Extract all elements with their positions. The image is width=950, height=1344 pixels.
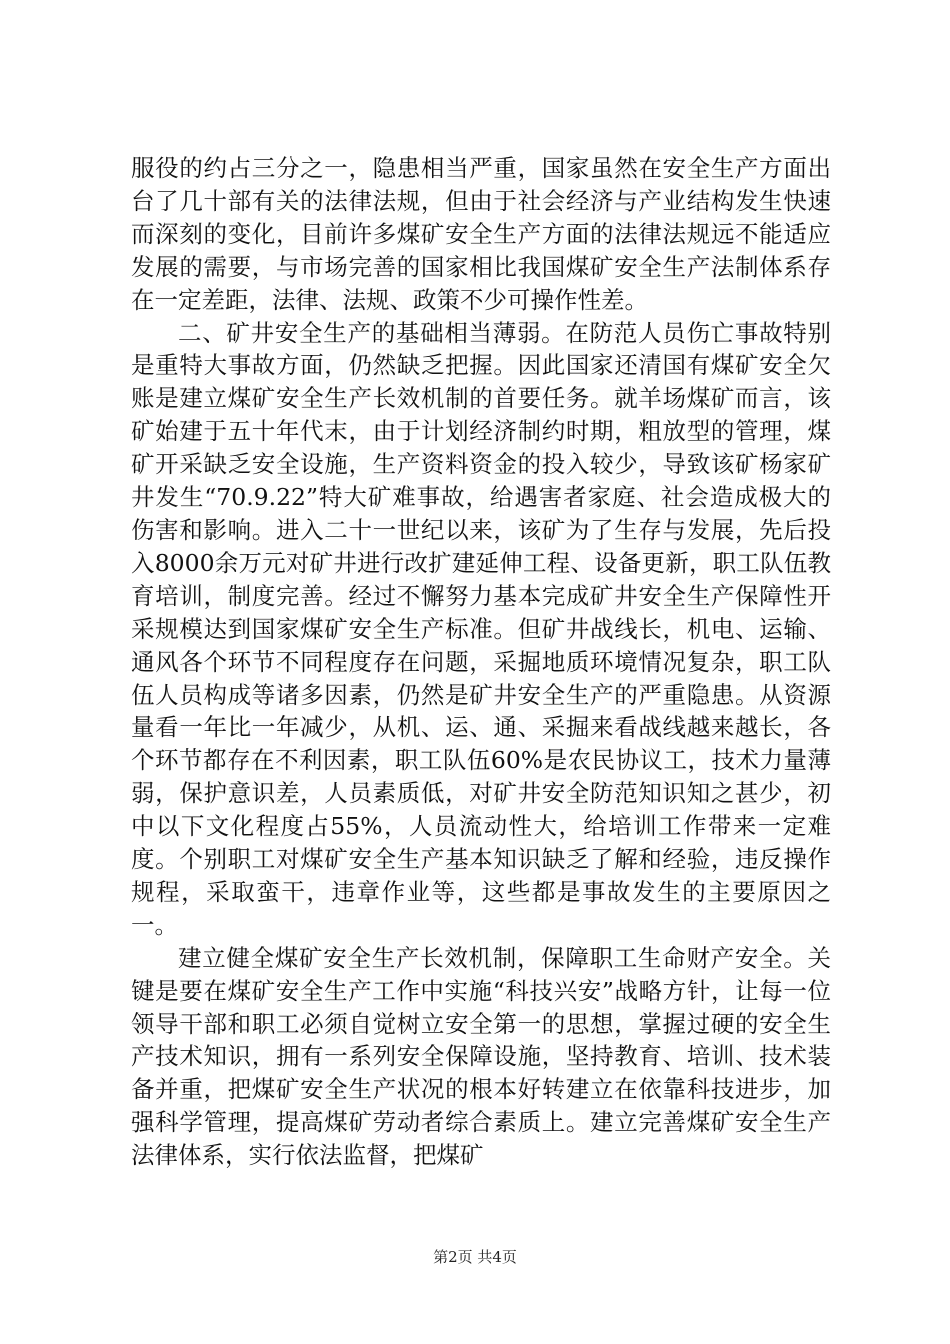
page-number-footer: 第2页 共4页 [433,1248,517,1266]
paragraph-continuation: 服役的约占三分之一，隐患相当严重，国家虽然在安全生产方面出台了几十部有关的法律法规，但由于社会经济与产业结构发生快速而深刻的变化，目前许多煤矿安全生产方面的法律法规远不能适应发展的需要，与市场完善的国家相比我国煤矿安全生产法制体系存在一定差距，法律、法规、政策不少可操作性差。 [131,154,831,314]
document-body [131,152,831,1172]
paragraph-mine-safety-foundation: 二、矿井安全生产的基础相当薄弱。在防范人员伤亡事故特别是重特大事故方面，仍然缺乏把握。因此国家还清国有煤矿安全欠账是建立煤矿安全生产长效机制的首要任务。就羊场煤矿而言，该矿始建于五十年代末，由于计划经济制约时期，粗放型的管理，煤矿开采缺乏安全设施，生产资料资金的投入较少，导致该矿杨家矿井发生“70.9.22”特大矿难事故，给遇害者家庭、社会造成极大的伤害和影响。进入二十一世纪以来，该矿为了生存与发展，先后投入8000余万元对矿井进行改扩建延伸工程、设备更新，职工队伍教育培训，制度完善。经过不懈努力基本完成矿井安全生产保障性开采规模达到国家煤矿安全生产标准。但矿井战线长，机电、运输、通风各个环节不同程度存在问题，采掘地质环境情况复杂，职工队伍人员构成等诸多因素，仍然是矿井安全生产的严重隐患。从资源量看一年比一年减少，从机、运、通、采掘来看战线越来越长，各个环节都存在不利因素，职工队伍60%是农民协议工，技术力量薄弱，保护意识差，人员素质低，对矿井安全防范知识知之甚少，初中以下文化程度占55%，人员流动性大，给培训工作带来一定难度。个别职工对煤矿安全生产基本知识缺乏了解和经验，违反操作规程，采取蛮干，违章作业等，这些都是事故发生的主要原因之一。 [131,318,831,939]
paragraph-long-term-mechanism: 建立健全煤矿安全生产长效机制，保障职工生命财产安全。关键是要在煤矿安全生产工作中实施“科技兴安”战略方针，让每一位领导干部和职工必须自觉树立安全第一的思想，掌握过硬的安全生产技术知识，拥有一系列安全保障设施，坚持教育、培训、技术装备并重，把煤矿安全生产状况的根本好转建立在依靠科技进步，加强科学管理，提高煤矿劳动者综合素质上。建立完善煤矿安全生产法律体系，实行依法监督，把煤矿 [131,943,831,1170]
